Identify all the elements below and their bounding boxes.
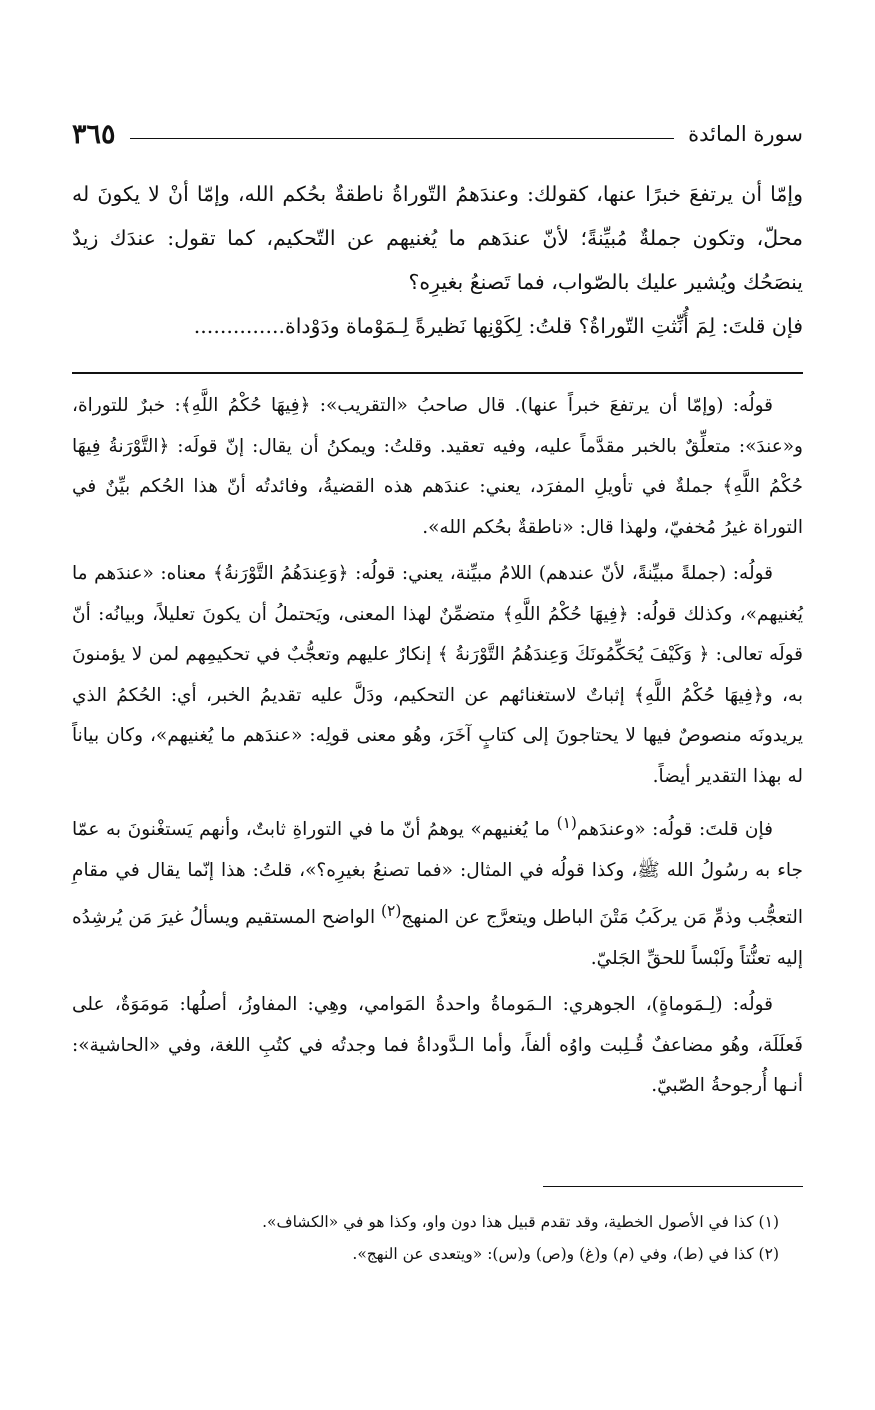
- page-header: [72, 112, 803, 156]
- footnote-rule: [543, 1186, 803, 1187]
- commentary: [72, 386, 803, 1113]
- commentary-paragraph-2: قولُه: (جملةً مبيِّنةً، لأنّ عندهم) اللامُ مبيِّنة، يعني: قولُه: ﴿وَعِندَهُمُ التَّوْرَنةُ﴾ معناه: «عندَهم ما يُغنيهم»، وكذلك قولُه: ﴿فِيهَا حُكْمُ اللَّهِ﴾ متضمِّنٌ لهذا المعنى، ويَحتملُ أن يكونَ تعليلاً، وبيانُه: أنّ قولَه تعالى: ﴿ وَكَيْفَ يُحَكِّمُونَكَ وَعِندَهُمُ التَّوْرَنةُ ﴾ إنكارٌ عليهم وتعجُّبٌ في تحكيمِهم لمن لا يؤمنونَ به، و﴿فِيهَا حُكْمُ اللَّهِ﴾ إثباتٌ لاستغنائهم عن التحكيم، ودَلَّ عليه تقديمُ الخبر، أي: الحُكمُ الذي يريدونَه منصوصٌ فيها لا يحتاجونَ إلى كتابٍ آخَرَ، وهُو معنى قولِه: «عندَهم ما يُغنيهم»، وكان بياناً له بهذا التقدير أيضاً.: [72, 563, 803, 787]
- commentary-text: الواضح المستقيم ويسألُ غيرَ مَن يُرشِدُه إليه تعنُّتاً ولَبْساً للحقِّ الجَليّ.: [72, 907, 803, 969]
- footnotes: [72, 1206, 779, 1270]
- commentary-paragraph-3: [72, 803, 803, 979]
- surah-title: سورة المائدة: [688, 122, 803, 146]
- commentary-text: فإن قلتَ: قولُه: «وعندَهم: [576, 819, 773, 841]
- main-paragraph: وإمّا أن يرتفعَ خبرًا عنها، كقولك: وعندَهمُ التّوراةُ ناطقةٌ بحُكم الله، وإمّا أنْ لا يكونَ له محلّ، وتكون جملةٌ مُبيِّنةً؛ لأنّ عندَهم ما يُغنيهم عن التّحكيم، كما تقول: عندَك زيدٌ ينصَحُك ويُشير عليك بالصّواب، فما تَصنعُ بغيرِه؟: [72, 182, 803, 294]
- footnote-1: (١) كذا في الأصول الخطية، وقد تقدم قبيل هذا دون واو، وكذا هو في «الكشاف».: [262, 1213, 779, 1231]
- page-number: ٣٦٥: [72, 118, 116, 150]
- footnote-2: (٢) كذا في (ط)، وفي (م) و(غ) و(ص) و(س): «ويتعدى عن النهج».: [352, 1245, 779, 1263]
- commentary-text: ما يُغنيهم» يوهمُ أنّ ما في التوراةِ ثابتٌ، وأنهم يَستغْنونَ به عمّا جاء به رسُولُ الله ﷺ، وكذا قولُه في المثال: «فما تصنعُ بغيرِه؟»، قلتُ: هذا إنّما يقال في مقامِ التعجُّب وذمِّ مَن يركَبُ مَتْنَ الباطل ويتعرَّج عن المنهج: [72, 819, 803, 929]
- header-rule: [130, 138, 675, 139]
- main-commentary-separator: [72, 372, 803, 374]
- commentary-paragraph-1: قولُه: (وإمّا أن يرتفعَ خبراً عنها). قال صاحبُ «التقريب»: ﴿فِيهَا حُكْمُ اللَّهِ﴾: خبرٌ للتوراة، و«عندَ»: متعلِّقٌ بالخبر مقدَّماً عليه، وفيه تعقيد. وقلتُ: ويمكنُ أن يقال: إنّ قولَه: ﴿التَّوْرَنةُ فِيهَا حُكْمُ اللَّهِ﴾ جملةٌ في تأويلِ المفرَد، يعني: عندَهم هذه القضيةُ، وفائدتُه أنّ هذا الحُكم بيِّنٌ في التوراة غيرُ مُخفيّ، ولهذا قال: «ناطقةٌ بحُكم الله».: [72, 395, 803, 538]
- question-line: فإن قلتَ: لِمَ أُنِّثتِ التّوراةُ؟ قلتُ: لِكَوْنِها نَظيرةً لِـمَوْماة ودَوْداة..............: [193, 314, 803, 338]
- footnote-ref-1: (١): [556, 814, 577, 832]
- commentary-paragraph-4: قولُه: (لِـمَوماةٍ)، الجوهري: الـمَوماةُ واحدةُ المَوامي، وهِي: المفاوزُ، أصلُها: مَومَوَةٌ، على فَعلَلَة، وهُو مضاعفٌ قُـلِبت واوُه ألفاً، وأما الـدَّوداةُ فما وجدتُه في كتُبِ اللغة، وفي «الحاشية»: أنـها أُرجوحةُ الصّبيّ.: [72, 994, 803, 1097]
- main-text: [72, 172, 803, 348]
- footnote-ref-2: (٢): [381, 902, 402, 921]
